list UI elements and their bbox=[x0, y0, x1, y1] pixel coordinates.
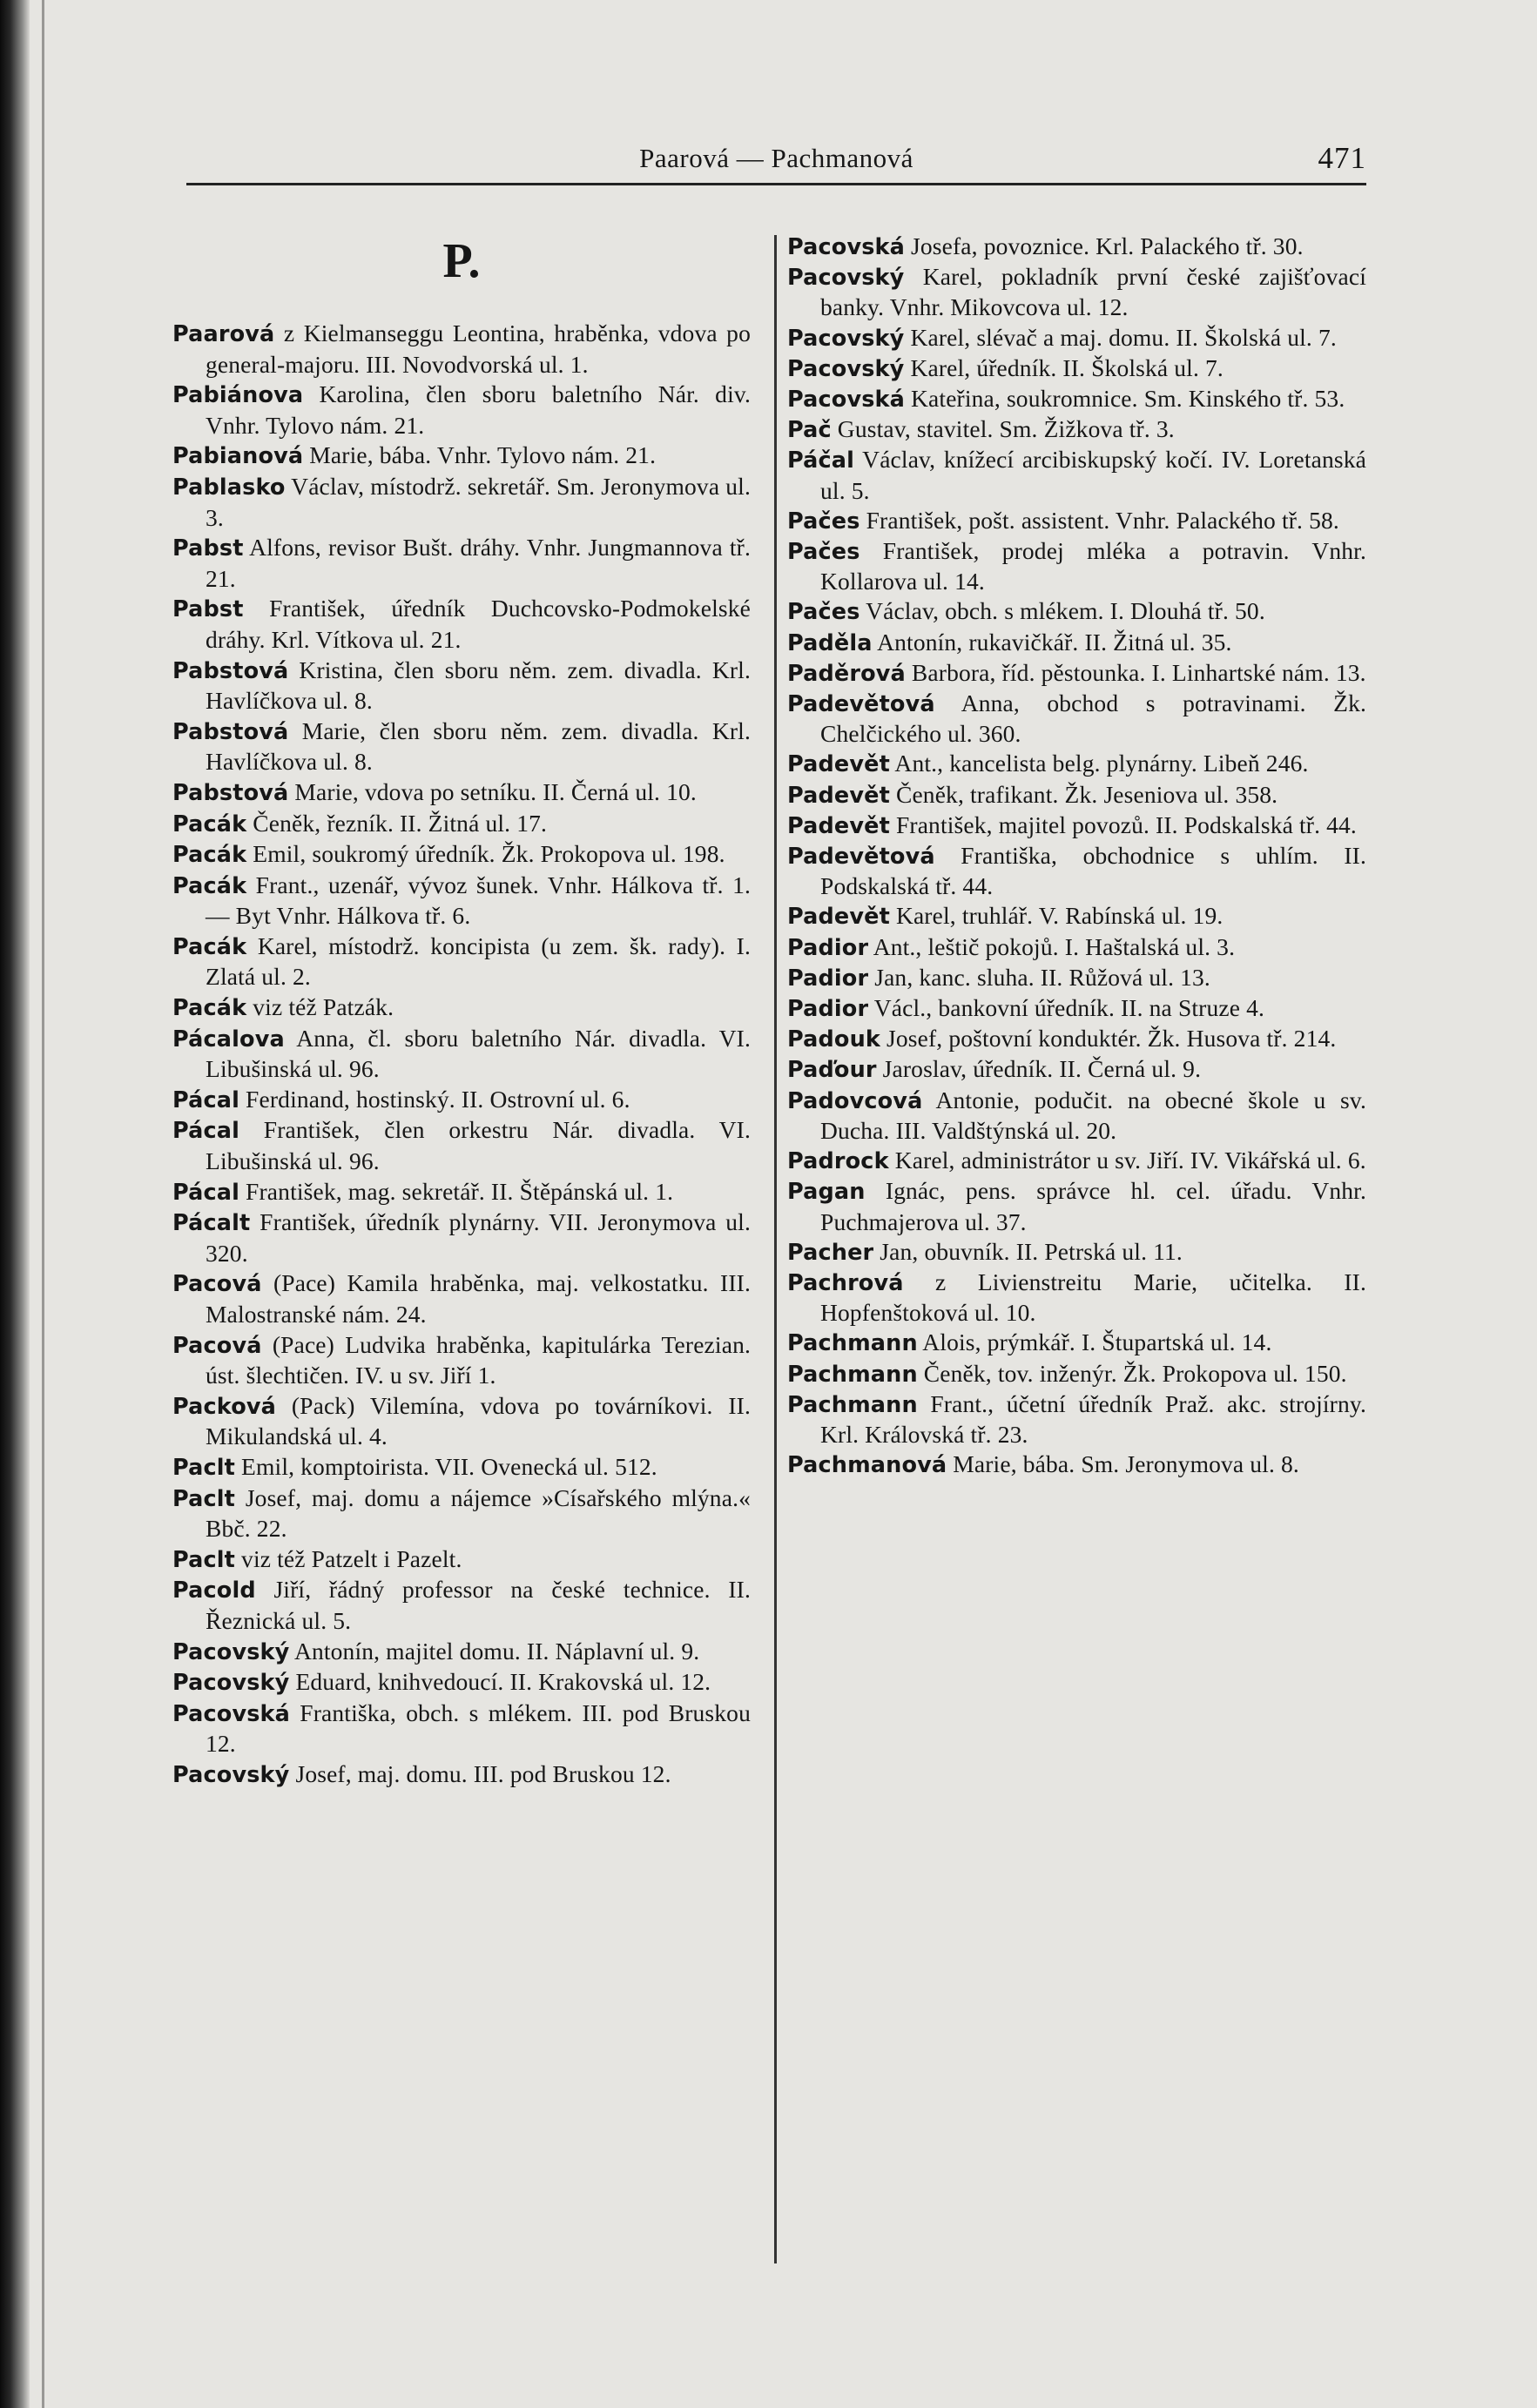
entry-details: Ferdinand, hostinský. II. Ostrovní ul. 6. bbox=[239, 1085, 630, 1113]
entry-surname: Pachmanová bbox=[787, 1452, 947, 1479]
entry-surname: Pabstová bbox=[172, 779, 289, 806]
entry-details: Josefa, povoznice. Krl. Palackého tř. 30. bbox=[905, 232, 1304, 259]
directory-entry bbox=[172, 1391, 751, 1452]
entry-surname: Paclt bbox=[172, 1546, 236, 1573]
entry-details: Josef, maj. domu a nájemce »Císařského mlýna.« Bbč. 22. bbox=[206, 1483, 751, 1543]
entry-details: Jan, kanc. sluha. II. Růžová ul. 13. bbox=[868, 963, 1210, 991]
entry-details: Marie, bába. Vnhr. Tylovo nám. 21. bbox=[303, 441, 657, 469]
entry-details: Karel, slévač a maj. domu. II. Školská ul. 7. bbox=[904, 323, 1337, 351]
entry-surname: Padevětová bbox=[787, 691, 935, 718]
entry-surname: Paděla bbox=[787, 629, 873, 656]
directory-entry bbox=[172, 1667, 751, 1698]
entry-details: Jaroslav, úředník. II. Černá ul. 9. bbox=[876, 1055, 1202, 1083]
entry-surname: Pacovský bbox=[172, 1761, 290, 1788]
right-column bbox=[787, 232, 1366, 1480]
directory-entry bbox=[787, 963, 1366, 993]
entry-details: Eduard, knihvedoucí. II. Krakovská ul. 12. bbox=[289, 1668, 711, 1696]
entry-details: Josef, poštovní konduktér. Žk. Husova tř. 214. bbox=[880, 1025, 1337, 1053]
entry-surname: Pacher bbox=[787, 1239, 874, 1266]
directory-entry bbox=[787, 1024, 1366, 1054]
directory-entry bbox=[172, 1115, 751, 1176]
entry-surname: Pacovský bbox=[172, 1638, 290, 1665]
entry-details: Antonie, podučit. na obecné škole u sv. Ducha. III. Valdštýnská ul. 20. bbox=[820, 1086, 1366, 1144]
entry-surname: Pabst bbox=[172, 596, 244, 623]
entry-surname: Paděrová bbox=[787, 660, 906, 687]
directory-entry bbox=[172, 533, 751, 594]
directory-entry bbox=[172, 871, 751, 932]
directory-entry bbox=[172, 1330, 751, 1391]
directory-entry bbox=[787, 932, 1366, 963]
entry-surname: Pacovská bbox=[172, 1700, 291, 1727]
entry-surname: Pacák bbox=[172, 933, 247, 960]
entry-surname: Pabianová bbox=[172, 443, 304, 470]
entry-surname: Pabstová bbox=[172, 718, 289, 745]
entry-surname: Pagan bbox=[787, 1179, 866, 1206]
entry-details: Václav, knížecí arcibiskupský kočí. IV. Loretanská ul. 5. bbox=[820, 446, 1366, 504]
directory-entry bbox=[172, 1759, 751, 1791]
entry-details: Emil, komptoirista. VII. Ovenecká ul. 512. bbox=[235, 1452, 657, 1480]
entry-details: Čeněk, tov. inženýr. Žk. Prokopova ul. 150. bbox=[917, 1359, 1347, 1387]
entry-details: František, mag. sekretář. II. Štěpánská ul. 1. bbox=[239, 1177, 674, 1205]
entry-surname: Padevět bbox=[787, 812, 890, 839]
entry-details: Anna, čl. sboru baletního Nár. divadla. VI. Libušinská ul. 96. bbox=[206, 1024, 751, 1083]
entry-details: (Pace) Kamila hraběnka, maj. velkostatku. III. Malostranské nám. 24. bbox=[206, 1269, 751, 1328]
entry-details: Karel, truhlář. V. Rabínská ul. 19. bbox=[889, 902, 1224, 930]
entry-details: Václav, obch. s mlékem. I. Dlouhá tř. 50. bbox=[860, 597, 1265, 625]
directory-entry bbox=[787, 384, 1366, 414]
entry-surname: Padior bbox=[787, 996, 869, 1023]
page-number: 471 bbox=[1318, 141, 1366, 175]
directory-entry bbox=[787, 262, 1366, 322]
directory-entry bbox=[172, 932, 751, 992]
entry-surname: Pacovská bbox=[787, 387, 906, 414]
directory-entry bbox=[172, 319, 751, 380]
entry-surname: Pabst bbox=[172, 535, 244, 562]
entry-surname: Pácal bbox=[172, 1118, 240, 1145]
directory-entry bbox=[787, 628, 1366, 658]
entry-surname: Pachmann bbox=[787, 1391, 918, 1418]
directory-entry bbox=[787, 780, 1366, 811]
directory-entry bbox=[787, 353, 1366, 384]
directory-entry bbox=[787, 993, 1366, 1024]
entry-surname: Pacovská bbox=[787, 234, 906, 260]
directory-entry bbox=[172, 594, 751, 655]
entry-surname: Padevět bbox=[787, 751, 890, 778]
entry-details: František, majitel povozů. II. Podskalská tř. 44. bbox=[889, 811, 1357, 838]
entry-details: Čeněk, trafikant. Žk. Jeseniova ul. 358. bbox=[889, 780, 1278, 808]
directory-entry bbox=[172, 1452, 751, 1483]
entry-surname: Pač bbox=[787, 417, 832, 444]
entry-details: Karel, pokladník první české zajišťovací banky. Vnhr. Mikovcova ul. 12. bbox=[820, 263, 1366, 321]
directory-entry bbox=[172, 716, 751, 777]
page-edge-line bbox=[42, 0, 44, 2408]
entry-details: Josef, maj. domu. III. pod Bruskou 12. bbox=[289, 1759, 671, 1787]
entry-surname: Padovcová bbox=[787, 1087, 923, 1114]
entry-details: František, úředník plynárny. VII. Jeronymova ul. 320. bbox=[206, 1208, 751, 1267]
directory-entry bbox=[787, 1450, 1366, 1480]
entry-details: (Pace) Ludvika hraběnka, kapitulárka Terezian. úst. šlechtičen. IV. u sv. Jiří 1. bbox=[206, 1330, 751, 1389]
column-divider bbox=[774, 235, 777, 2263]
entry-surname: Pácalova bbox=[172, 1026, 285, 1053]
entry-details: Čeněk, řezník. II. Žitná ul. 17. bbox=[246, 809, 548, 837]
directory-entry bbox=[172, 441, 751, 472]
entry-details: viz též Patzelt i Pazelt. bbox=[235, 1544, 462, 1572]
entry-surname: Pacovský bbox=[787, 265, 905, 292]
directory-entry bbox=[172, 992, 751, 1024]
entry-details: Alfons, revisor Bušt. dráhy. Vnhr. Jungmannova tř. 21. bbox=[206, 534, 751, 592]
entry-surname: Pacová bbox=[172, 1332, 262, 1359]
entry-details: Václ., bankovní úředník. II. na Struze 4. bbox=[868, 994, 1265, 1022]
directory-entry bbox=[787, 506, 1366, 536]
entry-details: Ant., leštič pokojů. I. Haštalská ul. 3. bbox=[868, 932, 1236, 960]
entry-surname: Pachmann bbox=[787, 1330, 918, 1357]
entry-surname: Pablasko bbox=[172, 474, 286, 501]
directory-entry bbox=[172, 777, 751, 809]
directory-entry bbox=[172, 1575, 751, 1636]
entry-surname: Padior bbox=[787, 965, 869, 992]
entry-surname: Pačes bbox=[787, 599, 860, 626]
entry-surname: Pachmann bbox=[787, 1361, 918, 1388]
entry-details: Karel, úředník. II. Školská ul. 7. bbox=[904, 353, 1224, 381]
entry-surname: Pachrová bbox=[787, 1269, 904, 1296]
directory-entry bbox=[787, 901, 1366, 932]
entry-details: Frant., účetní úředník Praž. akc. strojírny. Krl. Královská tř. 23. bbox=[820, 1389, 1366, 1448]
entry-details: Marie, člen sboru něm. zem. divadla. Krl. Havlíčkova ul. 8. bbox=[206, 716, 751, 776]
entry-details: Karolina, člen sboru baletního Nár. div. Vnhr. Tylovo nám. 21. bbox=[206, 380, 751, 439]
entry-surname: Pabstová bbox=[172, 657, 289, 684]
directory-entry bbox=[787, 414, 1366, 445]
entry-details: František, pošt. assistent. Vnhr. Palackého tř. 58. bbox=[860, 506, 1339, 534]
entry-surname: Paclt bbox=[172, 1485, 236, 1512]
entry-surname: Padior bbox=[787, 934, 869, 961]
directory-entry bbox=[787, 445, 1366, 505]
directory-entry bbox=[172, 839, 751, 871]
book-spine-shadow bbox=[0, 0, 30, 2408]
entry-details: Kristina, člen sboru něm. zem. divadla. Krl. Havlíčkova ul. 8. bbox=[206, 656, 751, 715]
entry-details: Karel, místodrž. koncipista (u zem. šk. rady). I. Zlatá ul. 2. bbox=[206, 932, 751, 991]
entry-surname: Pácalt bbox=[172, 1210, 251, 1237]
entry-surname: Packová bbox=[172, 1393, 276, 1420]
directory-entry bbox=[787, 749, 1366, 779]
directory-entry bbox=[787, 1176, 1366, 1236]
directory-entry bbox=[172, 472, 751, 533]
entry-surname: Pačes bbox=[787, 539, 860, 566]
entry-details: Marie, bába. Sm. Jeronymova ul. 8. bbox=[947, 1450, 1299, 1478]
entry-details: Ignác, pens. správce hl. cel. úřadu. Vnhr. Puchmajerova ul. 37. bbox=[820, 1177, 1366, 1235]
entry-surname: Padouk bbox=[787, 1026, 880, 1053]
entry-details: Františka, obchodnice s uhlím. II. Podskalská tř. 44. bbox=[820, 842, 1366, 900]
entry-details: Anna, obchod s potravinami. Žk. Chelčického ul. 360. bbox=[820, 689, 1366, 748]
entry-surname: Pacák bbox=[172, 995, 247, 1022]
directory-entry bbox=[787, 689, 1366, 749]
entry-details: František, prodej mléka a potravin. Vnhr. Kollarova ul. 14. bbox=[820, 537, 1366, 595]
entry-details: Emil, soukromý úředník. Žk. Prokopova ul. 198. bbox=[246, 840, 725, 868]
directory-entry bbox=[172, 1085, 751, 1116]
directory-entry bbox=[172, 1268, 751, 1329]
page-header bbox=[186, 131, 1366, 185]
entry-surname: Paďour bbox=[787, 1057, 877, 1084]
directory-entry bbox=[172, 1544, 751, 1576]
directory-entry bbox=[787, 1146, 1366, 1176]
directory-entry bbox=[172, 1698, 751, 1759]
directory-entry bbox=[787, 1086, 1366, 1146]
directory-entry bbox=[787, 658, 1366, 689]
entry-details: Václav, místodrž. sekretář. Sm. Jeronymova ul. 3. bbox=[206, 472, 751, 531]
entry-details: viz též Patzák. bbox=[246, 993, 394, 1021]
directory-entry bbox=[172, 1207, 751, 1268]
entry-details: Karel, administrátor u sv. Jiří. IV. Vikářská ul. 6. bbox=[888, 1147, 1366, 1174]
directory-entry bbox=[787, 1268, 1366, 1328]
running-head: Paarová — Pachmanová bbox=[639, 143, 913, 173]
entry-surname: Pacovský bbox=[172, 1670, 290, 1697]
entry-surname: Pabiánova bbox=[172, 382, 304, 409]
entry-surname: Pacovský bbox=[787, 355, 905, 382]
entry-surname: Pácal bbox=[172, 1086, 240, 1113]
directory-entry bbox=[172, 1177, 751, 1208]
entry-details: Jan, obuvník. II. Petrská ul. 11. bbox=[873, 1237, 1183, 1265]
directory-entry bbox=[172, 1483, 751, 1544]
entry-surname: Pacák bbox=[172, 842, 247, 869]
entry-details: Jiří, řádný professor na české technice. II. Řeznická ul. 5. bbox=[206, 1576, 751, 1634]
section-letter: P. bbox=[442, 234, 481, 288]
header-rule bbox=[186, 183, 1366, 185]
entry-surname: Padevět bbox=[787, 782, 890, 809]
directory-entry bbox=[787, 1389, 1366, 1450]
directory-entry bbox=[172, 809, 751, 840]
left-column bbox=[172, 235, 751, 1791]
entry-details: z Kielmanseggu Leontina, hraběnka, vdova po general-majoru. III. Novodvorská ul. 1. bbox=[206, 319, 751, 378]
entry-details: František, člen orkestru Nár. divadla. VI. Libušinská ul. 96. bbox=[206, 1116, 751, 1175]
entry-details: Františka, obch. s mlékem. III. pod Bruskou 12. bbox=[206, 1698, 751, 1758]
directory-entry bbox=[172, 1024, 751, 1085]
directory-entry bbox=[787, 811, 1366, 841]
directory-entry bbox=[787, 1359, 1366, 1389]
entry-surname: Páčal bbox=[787, 447, 855, 474]
entry-surname: Pačes bbox=[787, 508, 860, 535]
entry-details: Kateřina, soukromnice. Sm. Kinského tř. 53. bbox=[905, 385, 1345, 413]
entry-surname: Paarová bbox=[172, 321, 275, 347]
entry-details: Antonín, rukavičkář. II. Žitná ul. 35. bbox=[872, 628, 1232, 656]
directory-entry bbox=[787, 232, 1366, 262]
entry-surname: Padrock bbox=[787, 1148, 889, 1175]
entry-surname: Pacovský bbox=[787, 325, 905, 352]
directory-entry bbox=[172, 380, 751, 441]
directory-entry bbox=[787, 1054, 1366, 1085]
entry-details: František, úředník Duchcovsko-Podmokelské dráhy. Krl. Vítkova ul. 21. bbox=[206, 595, 751, 653]
directory-entry bbox=[172, 656, 751, 716]
entry-details: Marie, vdova po setníku. II. Černá ul. 10. bbox=[288, 777, 697, 805]
entry-surname: Pacák bbox=[172, 872, 247, 899]
directory-entry bbox=[787, 1328, 1366, 1358]
entry-details: Alois, prýmkář. I. Štupartská ul. 14. bbox=[917, 1328, 1272, 1356]
entry-surname: Pacová bbox=[172, 1271, 262, 1298]
directory-entry bbox=[787, 1237, 1366, 1268]
entry-details: Ant., kancelista belg. plynárny. Libeň 246. bbox=[889, 750, 1309, 777]
entry-surname: Padevětová bbox=[787, 844, 935, 871]
directory-entry bbox=[787, 841, 1366, 901]
entry-details: Gustav, stavitel. Sm. Žižkova tř. 3. bbox=[831, 415, 1175, 443]
entry-surname: Pácal bbox=[172, 1179, 240, 1206]
entry-details: Antonín, majitel domu. II. Náplavní ul. 9. bbox=[289, 1637, 700, 1665]
entry-details: Barbora, říd. pěstounka. I. Linhartské nám. 13. bbox=[905, 658, 1366, 686]
entry-surname: Pacold bbox=[172, 1577, 256, 1604]
directory-entry bbox=[787, 596, 1366, 627]
entry-details: (Pack) Vilemína, vdova po továrníkovi. II. Mikulandská ul. 4. bbox=[206, 1391, 751, 1450]
directory-entry bbox=[787, 536, 1366, 596]
entry-surname: Pacák bbox=[172, 811, 247, 837]
entry-details: Frant., uzenář, vývoz šunek. Vnhr. Hálkova tř. 1. — Byt Vnhr. Hálkova tř. 6. bbox=[206, 871, 751, 930]
entry-details: z Livienstreitu Marie, učitelka. II. Hopfenštoková ul. 10. bbox=[820, 1268, 1366, 1327]
directory-entry bbox=[787, 323, 1366, 353]
entry-surname: Padevět bbox=[787, 904, 890, 931]
directory-entry bbox=[172, 1637, 751, 1668]
entry-surname: Paclt bbox=[172, 1454, 236, 1481]
